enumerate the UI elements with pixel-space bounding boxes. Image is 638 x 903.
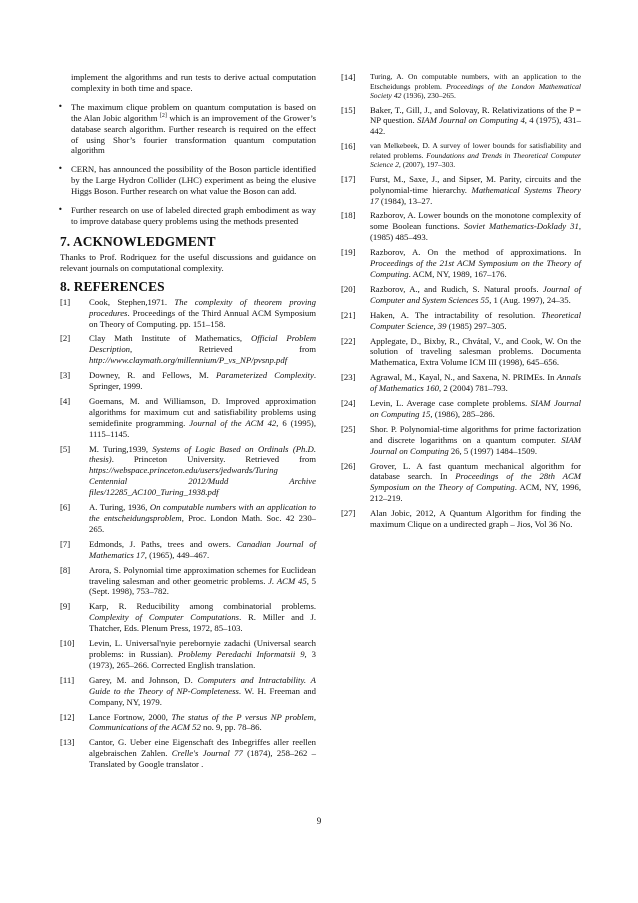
reference-text: Cantor, G. Ueber eine Eigenschaft des Inbegriffes aller reellen algebraischen Zahlen. Crelle's Journal 77 (1874), 258–262 – Translated by Google translator . — [89, 737, 316, 770]
reference-item — [341, 508, 581, 530]
reference-item — [60, 502, 316, 535]
reference-number: [21] — [341, 309, 356, 320]
reference-item — [341, 72, 581, 101]
reference-number: [7] — [60, 538, 71, 549]
page-number: 9 — [316, 816, 322, 826]
reference-text: Goemans, M. and Williamson, D. Improved approximation algorithms for maximum cut and satisfiability problems using semidefinite programming. Journal of the ACM 42, 6 (1995), 1115–1145. — [89, 395, 316, 439]
reference-item — [60, 297, 316, 330]
reference-text: Grover, L. A fast quantum mechanical algorithm for database search. In Proceedings of the 28th ACM Symposium on the Theory of Computing. ACM, NY, 1996, 212–219. — [370, 460, 582, 504]
reference-text: Garey, M. and Johnson, D. Computers and Intractability. A Guide to the Theory of NP-Completeness. W. H. Freeman and Company, NY, 1979. — [89, 674, 316, 707]
left-column — [60, 72, 316, 774]
citation-superscript: [2] — [159, 112, 167, 119]
reference-text: Baker, T., Gill, J., and Solovay, R. Relativizations of the P = NP question. SIAM Journal on Computing 4, 4 (1975), 431–442. — [370, 104, 581, 137]
reference-number: [18] — [341, 210, 356, 221]
reference-number: [13] — [60, 737, 75, 748]
reference-text: Razborov, A. On the method of approximations. In Proceedings of the 21st ACM Symposium on the Theory of Computing. ACM, NY, 1989, 167–176. — [370, 247, 581, 279]
reference-item — [60, 396, 316, 440]
reference-item — [341, 461, 581, 505]
bullet-icon: • — [58, 205, 63, 215]
reference-item — [60, 737, 316, 770]
reference-item — [60, 444, 316, 499]
reference-item — [341, 174, 581, 207]
right-column — [341, 72, 581, 534]
reference-text: Furst, M., Saxe, J., and Sipser, M. Parity, circuits and the polynomial-time hierarchy. Mathematical Systems Theory 17 (1984), 13–27. — [370, 173, 581, 206]
reference-number: [16] — [341, 141, 356, 152]
bullet-icon: • — [58, 164, 63, 174]
reference-text: Haken, A. The intractability of resolution. Theoretical Computer Science, 39 (1985) 297–305. — [370, 309, 581, 331]
future-work-item: • CERN, has announced the possibility of the Boson particle identified by the Large Hydron Collider (LHC) experiment as being the elusive Higgs Boson. Further research on what value the Boson can add. — [58, 164, 316, 197]
reference-number: [25] — [341, 423, 356, 434]
reference-number: [26] — [341, 460, 356, 471]
reference-item — [341, 105, 581, 138]
future-work-item: • Further research on use of labeled directed graph embodiment as way to improve database query problems using the methods presented — [58, 205, 316, 226]
reference-item — [341, 336, 581, 369]
reference-number: [6] — [60, 502, 71, 513]
reference-text: Downey, R. and Fellows, M. Parameterized Complexity. Springer, 1999. — [89, 370, 317, 392]
reference-number: [4] — [60, 395, 71, 406]
reference-item — [341, 310, 581, 332]
reference-item — [341, 247, 581, 280]
reference-text: A. Turing, 1936, On computable numbers with an application to the entscheidungsproblem, Proc. London Math. Soc. 42 230–265. — [89, 502, 317, 534]
acknowledgment-heading: 7. ACKNOWLEDGMENT — [60, 233, 216, 249]
reference-number: [3] — [60, 370, 71, 381]
reference-number: [12] — [60, 711, 75, 722]
reference-number: [5] — [60, 443, 71, 454]
bullet-icon: • — [58, 101, 63, 111]
references-list-left — [60, 297, 316, 770]
reference-text: Arora, S. Polynomial time approximation schemes for Euclidean traveling salesman and other geometric problems. J. ACM 45, 5 (Sept. 1998), 753–782. — [89, 564, 317, 597]
future-work-item: • The maximum clique problem on quantum computation is based on the Alan Jobic algorithm [2] which is an improvement of the Grower’s database search algorithm. Further research is required on the effect of using Shor’s fourier transformation quantum computation algorithm — [58, 101, 316, 156]
reference-number: [20] — [341, 283, 356, 294]
reference-text: Clay Math Institute of Mathematics, Official Problem Description, Retrieved from http://www.claymath.org/millennium/P_vs_NP/pvsnp.pdf — [89, 333, 316, 366]
reference-number: [24] — [341, 398, 356, 409]
reference-text: Razborov, A., and Rudich, S. Natural proofs. Journal of Computer and System Sciences 55, 1 (Aug. 1997), 24–35. — [370, 283, 581, 305]
reference-item — [60, 712, 316, 734]
reference-text: Lance Fortnow, 2000, The status of the P versus NP problem, Communications of the ACM 52 no. 9, pp. 78–86. — [89, 711, 316, 733]
reference-item — [60, 539, 316, 561]
reference-number: [22] — [341, 335, 356, 346]
reference-number: [11] — [60, 674, 75, 685]
acknowledgment-text: Thanks to Prof. Rodriquez for the useful discussions and guidance on relevant journals on computational complexity. — [60, 251, 316, 273]
reference-text: Levin, L. Average case complete problems. SIAM Journal on Computing 15, (1986), 285–286. — [370, 398, 581, 419]
reference-text: Shor. P. Polynomial-time algorithms for prime factorization and discrete logarithms on a quantum computer. SIAM Journal on Computing 26, 5 (1997) 1484–1509. — [370, 423, 581, 456]
reference-number: [10] — [60, 638, 75, 649]
reference-text: Agrawal, M., Kayal, N., and Saxena, N. PRIMEs. In Annals of Mathematics 160, 2 (2004) 781–793. — [370, 372, 581, 394]
reference-number: [2] — [60, 333, 71, 344]
references-heading: 8. REFERENCES — [60, 278, 165, 294]
reference-number: [14] — [341, 72, 356, 82]
reference-text: Razborov, A. Lower bounds on the monotone complexity of some Boolean functions. Soviet Mathematics-Doklady 31, (1985) 485–493. — [370, 210, 581, 243]
reference-item — [341, 398, 581, 420]
reference-text: Alan Jobic, 2012, A Quantum Algorithm for finding the maximum Clique on a undirected graph – Jios, Vol 36 No. — [370, 508, 581, 530]
reference-text: van Melkebeek, D. A survey of lower bounds for satisfiability and related problems. Foundations and Trends in Theoretical Computer Science 2, (2007), 197–303. — [370, 141, 581, 170]
reference-item — [60, 638, 316, 671]
continuation-paragraph: implement the algorithms and run tests to derive actual computation complexity in both time and space. — [71, 72, 316, 93]
reference-text: Applegate, D., Bixby, R., Chvátal, V., and Cook, W. On the solution of traveling salesman problems. Documenta Mathematica, Extra Volume ICM III (1998), 645–656. — [370, 335, 581, 368]
reference-text: M. Turing,1939, Systems of Logic Based on Ordinals (Ph.D. thesis). Princeton University. Retrieved from https://webspace.princeton.edu/users/jedwards/Turing Centennial 2012/Mudd Archive files/12285_AC100_Turing_1938.pdf — [89, 443, 316, 498]
reference-text: Levin, L. Universal'nyie perebornyie zadachi (Universal search problems: in Russian). Problemy Peredachi Informatsii 9, 3 (1973), 265–266. Corrected English translation. — [89, 638, 317, 670]
reference-item — [60, 370, 316, 392]
reference-number: [1] — [60, 296, 71, 307]
reference-text: Cook, Stephen,1971. The complexity of theorem proving procedures. Proceedings of the Third Annual ACM Symposium on Theory of Computing. pp. 151–158. — [89, 296, 316, 329]
reference-item — [60, 333, 316, 366]
reference-number: [17] — [341, 173, 356, 184]
reference-item — [60, 675, 316, 708]
reference-number: [19] — [341, 247, 356, 258]
reference-text: Edmonds, J. Paths, trees and owers. Canadian Journal of Mathematics 17, (1965), 449–467. — [89, 538, 316, 560]
reference-item — [341, 141, 581, 170]
reference-text: Karp, R. Reducibility among combinatorial problems. Complexity of Computer Computations. R. Miller and J. Thatcher, Eds. Plenum Press, 1972, 85–103. — [89, 601, 316, 634]
reference-item — [60, 601, 316, 634]
reference-item — [341, 284, 581, 306]
reference-text: Turing, A. On computable numbers, with an application to the Etscheidungs problem. Proceedings of the London Mathematical Society 42 (1936), 230–265. — [370, 72, 582, 100]
reference-number: [23] — [341, 372, 356, 383]
references-list-right — [341, 72, 581, 530]
reference-item — [341, 210, 581, 243]
reference-item — [341, 424, 581, 457]
reference-item — [60, 565, 316, 598]
reference-number: [27] — [341, 508, 356, 519]
reference-number: [9] — [60, 601, 71, 612]
reference-number: [8] — [60, 564, 71, 575]
future-work-list — [60, 102, 316, 227]
reference-item — [341, 372, 581, 394]
reference-number: [15] — [341, 104, 356, 115]
